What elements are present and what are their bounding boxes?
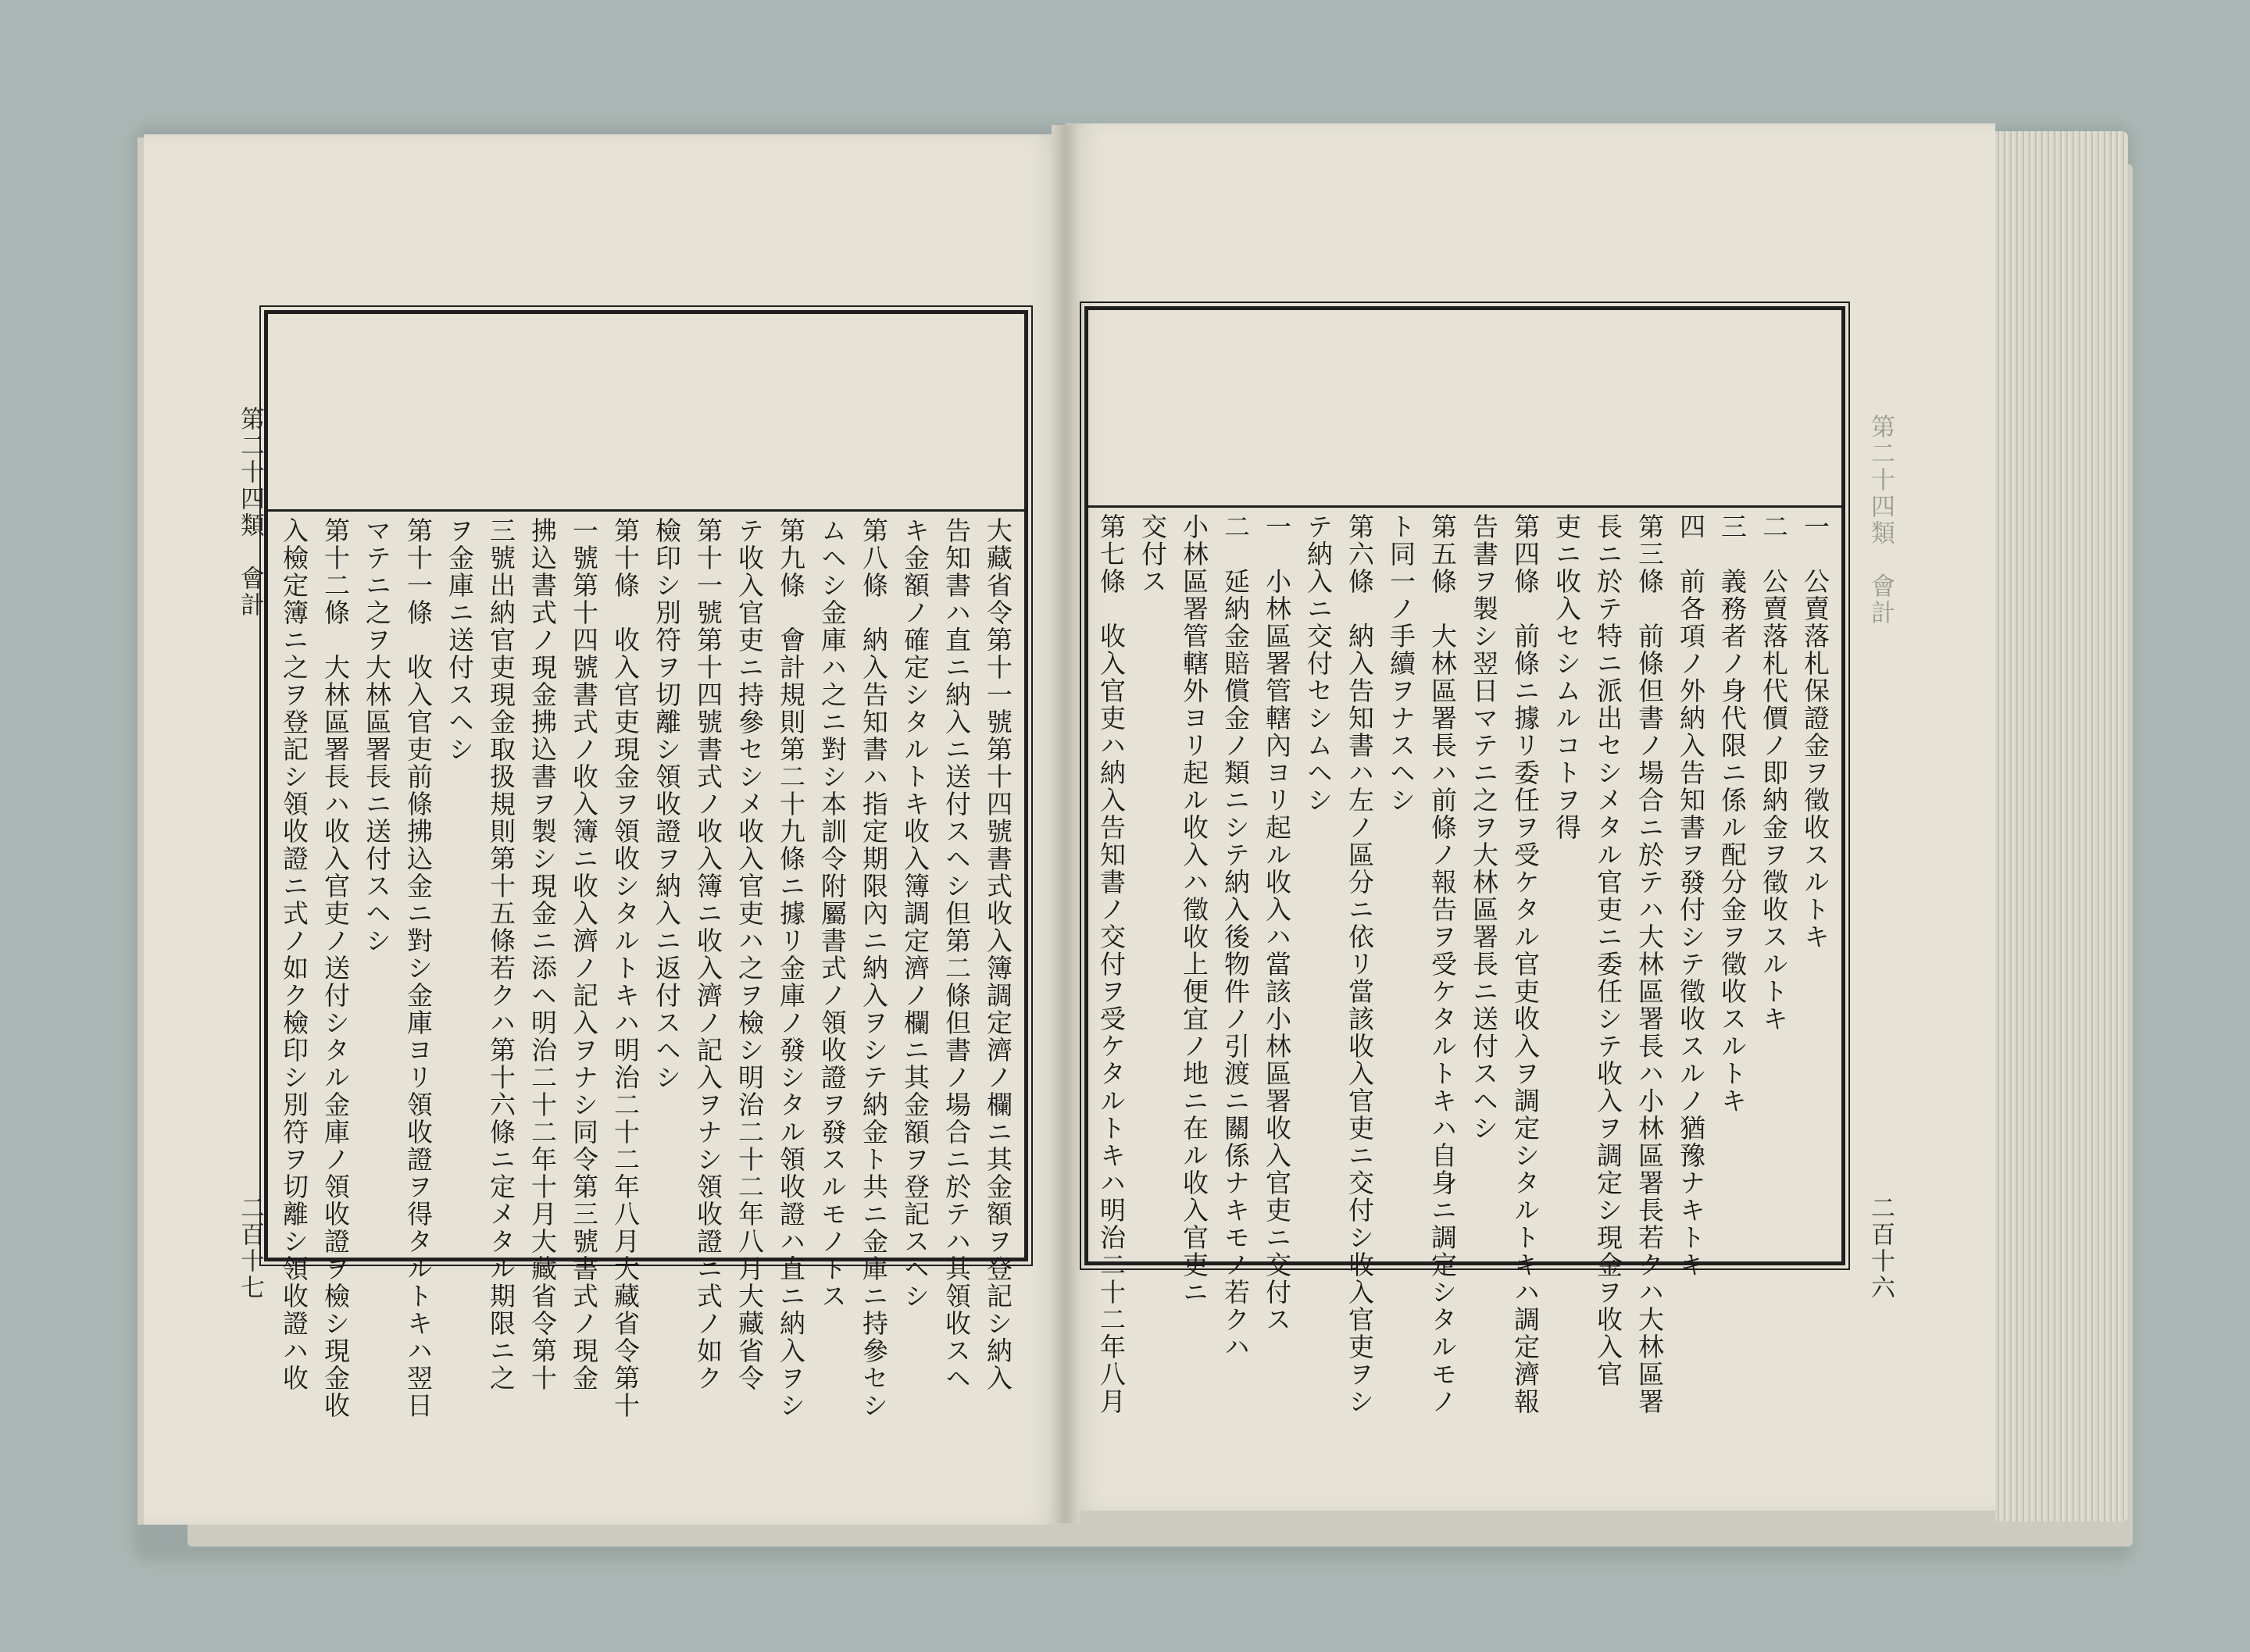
text-column: 告知書ハ直ニ納入ニ送付スヘシ但第二條但書ノ場合ニ於テハ其領收スヘ	[941, 517, 972, 1392]
book-gutter	[1052, 125, 1080, 1523]
text-column: ヲ金庫ニ送付スヘシ	[445, 517, 475, 763]
text-column: 交付ス	[1138, 513, 1168, 595]
text-column: 二 公賣落札代價ノ即納金ヲ徵收スルトキ	[1759, 513, 1789, 1033]
text-column: テ納入ニ交付セシムヘシ	[1303, 513, 1334, 814]
text-column: 檢印シ別符ヲ切離シ領收證ヲ納入ニ返付スヘシ	[652, 517, 682, 1091]
text-column: 小林區署管轄外ヨリ起ル收入ハ徵收上便宜ノ地ニ在ル收入官吏ニ	[1179, 513, 1209, 1306]
text-column: テ收入官吏ニ持參セシメ收入官吏ハ之ヲ檢シ明治二十二年八月大藏省令	[734, 517, 765, 1392]
text-column: 四 前各項ノ外納入告知書ヲ發付シテ徵收スルノ猶豫ナキトキ	[1676, 513, 1706, 1279]
right-running-header: 第二十四類 會計	[1866, 414, 1895, 626]
text-column: 三 義務者ノ身代限ニ係ル配分金ヲ徵收スルトキ	[1717, 513, 1748, 1115]
text-column: 第五條 大林區署長ハ前條ノ報告ヲ受ケタルトキハ自身ニ調定シタルモノ	[1427, 513, 1458, 1415]
text-column: 第十條 收入官吏現金ヲ領收シタルトキハ明治二十二年八月大藏省令第十	[610, 517, 641, 1419]
text-column: 告書ヲ製シ翌日マテニ之ヲ大林區署長ニ送付スヘシ	[1469, 513, 1499, 1142]
right-page-number: 二百十六	[1866, 1195, 1895, 1301]
left-page-number: 二百十七	[236, 1195, 264, 1301]
right-frame-divider	[1088, 505, 1841, 508]
text-column: ムヘシ金庫ハ之ニ對シ本訓令附屬書式ノ領收證ヲ發スルモノトス	[817, 517, 848, 1310]
text-column: 入檢定簿ニ之ヲ登記シ領收證ニ式ノ如ク檢印シ別符ヲ切離シ領收證ハ收	[279, 517, 309, 1392]
text-column: 一 小林區署管轄內ヨリ起ル收入ハ當該小林區署收入官吏ニ交付ス	[1262, 513, 1292, 1333]
text-column: 一號第十四號書式ノ收入簿ニ收入濟ノ記入ヲナシ同令第三號書式ノ現金	[569, 517, 599, 1392]
text-column: 第九條 會計規則第二十九條ニ據リ金庫ノ發シタル領收證ハ直ニ納入ヲシ	[776, 517, 806, 1419]
page-stack-right	[1995, 131, 2128, 1522]
text-column: 二 延納金賠償金ノ類ニシテ納入後物件ノ引渡ニ關係ナキモノ若クハ	[1220, 513, 1251, 1361]
left-text-columns	[268, 517, 1024, 1419]
text-column: ト同一ノ手續ヲナスヘシ	[1386, 513, 1416, 814]
text-column: 大藏省令第十一號第十四號書式收入簿調定濟ノ欄ニ其金額ヲ登記シ納入	[983, 517, 1013, 1392]
text-column: 吏ニ收入セシムルコトヲ得	[1552, 513, 1582, 841]
text-column: 第六條 納入告知書ハ左ノ區分ニ依リ當該收入官吏ニ交付シ收入官吏ヲシ	[1345, 513, 1375, 1415]
right-text-frame	[1084, 306, 1845, 1415]
text-column: 長ニ於テ特ニ派出セシメタル官吏ニ委任シテ收入ヲ調定シ現金ヲ收入官	[1593, 513, 1623, 1388]
left-running-header: 第二十四類 會計	[236, 406, 264, 619]
text-column: 一 公賣落札保證金ヲ徵收スルトキ	[1800, 513, 1830, 951]
text-column: 第十一號第十四號書式ノ收入簿ニ收入濟ノ記入ヲナシ領收證ニ式ノ如ク	[693, 517, 723, 1392]
text-column: 三號出納官吏現金取扱規則第十五條若クハ第十六條ニ定メタル期限ニ之	[486, 517, 516, 1392]
left-frame-divider	[268, 509, 1024, 512]
left-text-frame	[264, 310, 1028, 1419]
text-column: 第八條 納入告知書ハ指定期限內ニ納入ヲシテ納金ト共ニ金庫ニ持參セシ	[859, 517, 889, 1419]
text-column: 第三條 前條但書ノ場合ニ於テハ大林區署長ハ小林區署長若クハ大林區署	[1634, 513, 1665, 1415]
text-column: 拂込書式ノ現金拂込書ヲ製シ現金ニ添ヘ明治二十二年十月大藏省令第十	[527, 517, 558, 1392]
text-column: 第四條 前條ニ據リ委任ヲ受ケタル官吏收入ヲ調定シタルトキハ調定濟報	[1510, 513, 1541, 1415]
text-column: キ金額ノ確定シタルトキ收入簿調定濟ノ欄ニ其金額ヲ登記スヘシ	[900, 517, 930, 1310]
text-column: 第十一條 收入官吏前條拂込金ニ對シ金庫ヨリ領收證ヲ得タルトキハ翌日	[403, 517, 434, 1419]
right-text-columns	[1088, 513, 1841, 1415]
text-column: 第十二條 大林區署長ハ收入官吏ノ送付シタル金庫ノ領收證ヲ檢シ現金收	[320, 517, 351, 1419]
text-column: 第七條 收入官吏ハ納入告知書ノ交付ヲ受ケタルトキハ明治二十二年八月	[1096, 513, 1127, 1415]
text-column: マテニ之ヲ大林區署長ニ送付スヘシ	[362, 517, 392, 954]
